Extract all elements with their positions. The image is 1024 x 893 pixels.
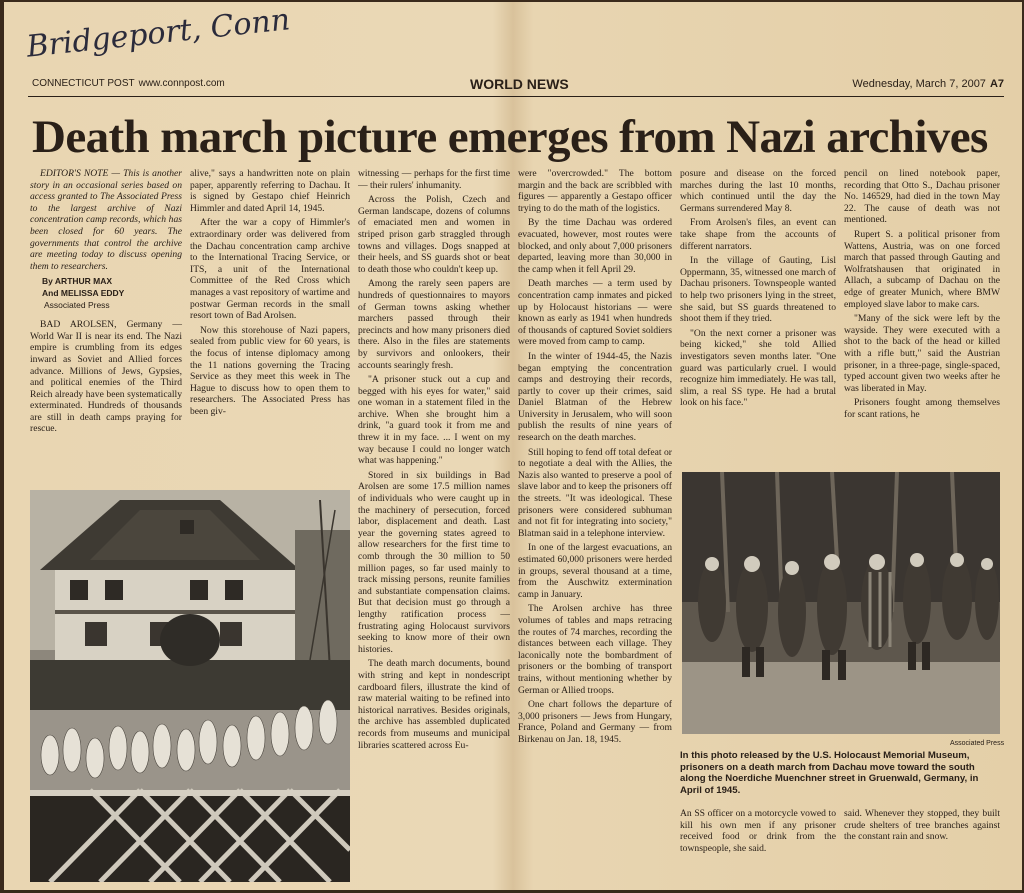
photo-credit: Associated Press bbox=[950, 740, 1005, 747]
paragraph: Now this storehouse of Nazi papers, sealed from public view for 60 years, is the focus of intense diplomacy among the 11 nations governing the Tracing Service as they meet this week in The Hague to discuss how to open them to researchers. The Associated Press has been giv- bbox=[190, 324, 350, 417]
publication-url: www.connpost.com bbox=[138, 78, 225, 89]
paragraph: Stored in six buildings in Bad Arolsen are some 17.5 million names of individuals who were caught up in the machinery of persecution, forced labor, displacement and death. Last year the governing states agreed to allow researchers for the first time to comb through the 30 million to 50 million pages, so far used mainly to track missing persons, reunite families and substantiate compensation claims. But that decision must go through a lengthy ratification process — frustrating aging Holocaust survivors seeking to know more of their own histories. bbox=[358, 469, 510, 655]
section-title: WORLD NEWS bbox=[470, 76, 569, 92]
issue-date: Wednesday, March 7, 2007 bbox=[852, 78, 986, 90]
paragraph: "Many of the sick were left by the wayside. They were executed with a shot to the back of the head or killed with a rifle butt," said the Austrian prisoner, in a three-page, single-spaced, typed account given two weeks after he was liberated in May. bbox=[844, 313, 1000, 394]
publication-name bbox=[32, 78, 225, 89]
byline-org: Associated Press bbox=[44, 299, 110, 310]
paragraph: Among the rarely seen papers are hundreds of questionnaires to mayors of German towns asking whether marchers passed through their precincts and how many prisoners died there. Also in the files are statements by survivors and onlookers, their accounts searingly fresh. bbox=[358, 278, 510, 371]
column-3 bbox=[358, 168, 510, 880]
photo-house-march bbox=[30, 490, 350, 882]
photo-death-march bbox=[682, 472, 1000, 734]
paragraph: "On the next corner a prisoner was being kicked," she told Allied investigators seven months later. "One guard was particularly cruel. I would recognize him immediately. He was tall, slim, a real SS type. He had a brutal look on his face." bbox=[680, 327, 836, 409]
paragraph: Rupert S. a political prisoner from Wattens, Austria, was on one forced march that passed through Gauting and Wolfratshausen that originated in Allach, a subcamp of Dachau on the edge of greater Munich, where BMW employed slave labor to make cars. bbox=[844, 228, 1000, 310]
paragraph: In one of the largest evacuations, an estimated 60,000 prisoners were herded in groups, several thousand at a time, from the Auschwitz extermination camp in January. bbox=[518, 542, 672, 600]
dateline bbox=[852, 78, 1004, 90]
paragraph: pencil on lined notebook paper, recording that Otto S., Dachau prisoner No. 146529, had died in the town May 22. The cause of death was not mentioned. bbox=[844, 168, 1000, 226]
death-march-image bbox=[682, 472, 1000, 734]
byline-authors: By ARTHUR MAX bbox=[42, 276, 113, 287]
paragraph: After the war a copy of Himmler's extraordinary order was delivered from the Dachau concentration camp archive to the International Tracing Service, or ITS, a unit of the International Committee of the Red Cross which manages a vast repository of wartime and postwar German records in the small resort town of Bad Arolsen. bbox=[190, 217, 350, 322]
page-number: A7 bbox=[989, 78, 1004, 90]
paragraph: witnessing — perhaps for the first time — their rulers' inhumanity. bbox=[358, 168, 510, 191]
column-5-bottom bbox=[680, 808, 836, 857]
house-march-image bbox=[30, 490, 350, 882]
paragraph: "A prisoner stuck out a cup and begged with his eyes for water," said one woman in a statement filed in the archive. When she brought him a drink, "a guard took it from me and threw it in my face. ... I went on my way because I could no longer watch what was happening." bbox=[358, 374, 510, 467]
column-4 bbox=[518, 168, 672, 880]
paragraph: By the time Dachau was ordered evacuated, however, most routes were blocked, and only about 7,000 prisoners departed, leaving more than 30,000 in the camp when it fell April 29. bbox=[518, 217, 672, 275]
byline-authors-2: And MELISSA EDDY bbox=[42, 287, 125, 298]
header-rule bbox=[28, 96, 1004, 97]
paragraph: One chart follows the departure of 3,000 prisoners — Jews from Hungary, France, Poland and Germany — from Birkenau on Jan. 18, 1945. bbox=[518, 699, 672, 745]
paragraph: alive," says a handwritten note on plain paper, apparently referring to Dachau. It is signed by Gestapo chief Heinrich Himmler and dated April 14, 1945. bbox=[190, 168, 350, 214]
editors-note: EDITOR'S NOTE — This is another story in an occasional series based on access granted to The Associated Press to the largest archive of Nazi concentration camp records, which has been closed for 60 years. The governments that control the archive are meeting today to discuss opening them to researchers. bbox=[30, 168, 182, 272]
paragraph: Still hoping to fend off total defeat or to negotiate a deal with the Allies, the Nazis also wanted to preserve a pool of slave labor and to keep the prisoners off the streets. "It was ideological. These prisoners were considered subhuman and not fit for integrating into society," Blatman said in a telephone interview. bbox=[518, 446, 672, 539]
paragraph: The death march documents, bound with string and kept in nondescript cardboard filers, illustrate the kind of raw material waiting to be refined into historical narratives. Besides originals, the archive has assembled duplicated records from museums and municipal libraries scattered across Eu- bbox=[358, 658, 510, 751]
paragraph: In the village of Gauting, Lisl Oppermann, 35, witnessed one march of Dachau prisoners. Townspeople wanted to help two prisoners lying in the street, she said, but SS guards threatened to shoot them if they tried. bbox=[680, 255, 836, 325]
column-2 bbox=[190, 168, 350, 420]
paragraph: Prisoners fought among themselves for scant rations, he bbox=[844, 397, 1000, 420]
paragraph: In the winter of 1944-45, the Nazis began emptying the concentration camps and destroying their records, partly to cover up their crimes, said Daniel Blatman of the Hebrew University in Jerusalem, who will soon publish the results of nine years of research on the death marches. bbox=[518, 350, 672, 444]
paragraph: posure and disease on the forced marches during the last 10 months, which continued until the day the Germans surrendered May 8. bbox=[680, 168, 836, 214]
paragraph: BAD AROLSEN, Germany — World War II is near its end. The Nazi empire is crumbling from its edges inward as Soviet and Allied forces advance. Millions of Jews, Gypsies, and political enemies of the Third Reich already have been systematically exterminated. Hundreds of thousands are still in death camps praying for rescue. bbox=[30, 319, 182, 435]
paragraph: From Arolsen's files, an event can take shape from the accounts of different narrators. bbox=[680, 217, 836, 252]
photo-caption: In this photo released by the U.S. Holocaust Memorial Museum, prisoners on a death march from Dachau move toward the south along the Noerdiche Muenchner street in Gruenwald, Germany, in April of 1945. bbox=[680, 750, 979, 796]
publication-title: CONNECTICUT POST bbox=[32, 78, 135, 89]
paragraph: Death marches — a term used by concentration camp inmates and picked up by Holocaust historians — were known as early as 1941 when hundreds of thousands of captured Soviet soldiers were moved from camp to camp. bbox=[518, 278, 672, 348]
headline: Death march picture emerges from Nazi archives bbox=[32, 111, 988, 163]
column-6 bbox=[844, 168, 1000, 468]
paragraph: Across the Polish, Czech and German landscape, dozens of columns of emaciated men and women in striped prison garb straggled through towns and villages. Dogs snapped at their heels, and SS guards shot or beat to death those who couldn't keep up. bbox=[358, 194, 510, 275]
paragraph: said. Whenever they stopped, they built crude shelters of tree branches against the constant rain and snow. bbox=[844, 808, 1000, 843]
newspaper-clipping bbox=[4, 2, 1022, 890]
handwritten-note: Bridgeport, Conn bbox=[24, 2, 292, 65]
paragraph: An SS officer on a motorcycle vowed to kill his own men if any prisoner received food or drink from the townspeople, she said. bbox=[680, 808, 836, 854]
column-5 bbox=[680, 168, 836, 468]
column-1 bbox=[30, 168, 182, 438]
column-6-bottom bbox=[844, 808, 1000, 846]
paragraph: were "overcrowded." The bottom margin and the back are scribbled with figures — apparently a Gestapo officer trying to do the math of the logistics. bbox=[518, 168, 672, 214]
paragraph: The Arolsen archive has three volumes of tables and maps retracing the routes of 74 marches, recording the distances between each village. They laconically note the bombardment of prisoners or the bombing of transport trains, without mentioning whether by German or Allied troops. bbox=[518, 603, 672, 696]
